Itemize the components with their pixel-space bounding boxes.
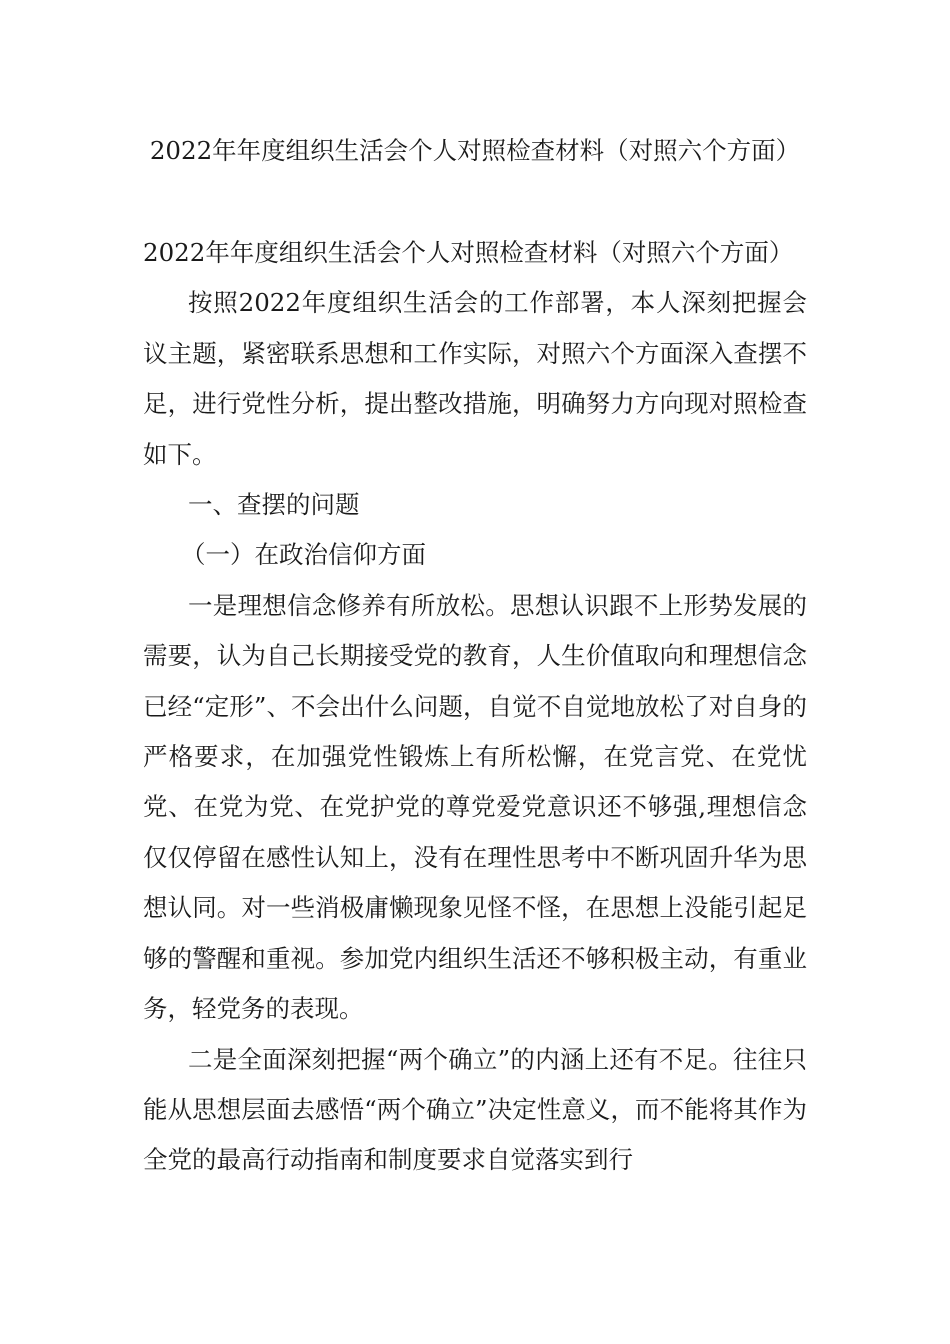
document-subtitle: 2022年年度组织生活会个人对照检查材料（对照六个方面）	[143, 238, 794, 267]
section-heading: 一、查摆的问题	[188, 490, 360, 520]
document-body	[143, 228, 807, 1186]
body-paragraph-1: 一是理想信念修养有所放松。思想认识跟不上形势发展的需要，认为自己长期接受党的教育，人生价值取向和理想信念已经“定形”、不会出什么问题，自觉不自觉地放松了对自身的严格要求，在加强党性锻炼上有所松懈，在党言党、在党忧党、在党为党、在党护党的尊党爱党意识还不够强,理想信念仅仅停留在感性认知上，没有在理性思考中不断巩固升华为思想认同。对一些消极庸懒现象见怪不怪，在思想上没能引起足够的警醒和重视。参加党内组织生活还不够积极主动，有重业务，轻党务的表现。	[143, 590, 807, 1024]
document-title: 2022年年度组织生活会个人对照检查材料（对照六个方面）	[149, 136, 801, 165]
body-paragraph-2: 二是全面深刻把握“两个确立”的内涵上还有不足。往往只能从思想层面去感悟“两个确立”决定性意义，而不能将其作为全党的最高行动指南和制度要求自觉落实到行	[143, 1044, 807, 1175]
subsection-heading: （一）在政治信仰方面	[181, 540, 426, 570]
intro-paragraph: 按照2022年度组织生活会的工作部署，本人深刻把握会议主题，紧密联系思想和工作实际，对照六个方面深入查摆不足，进行党性分析，提出整改措施，明确努力方向现对照检查如下。	[143, 288, 807, 469]
